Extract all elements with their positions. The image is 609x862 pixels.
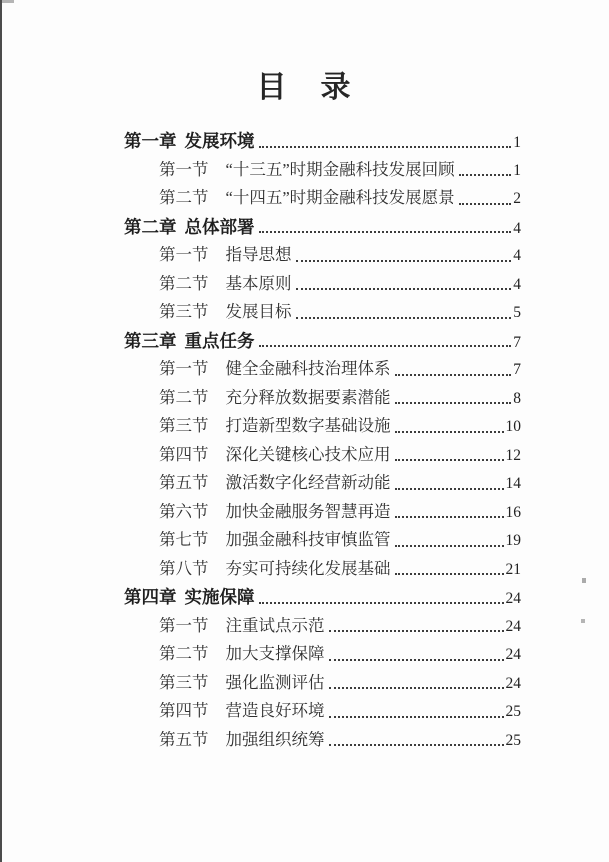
toc-entry-title: 加大支撑保障 [225, 644, 325, 663]
dot-leader [459, 203, 512, 205]
scan-edge-artifact [0, 0, 2, 862]
toc-entry-section [124, 469, 521, 498]
toc-entry-page-number: 2 [513, 190, 521, 207]
toc-entry-number: 第四节 [159, 444, 209, 464]
dot-leader [395, 545, 504, 547]
toc-entry-title: 实施保障 [184, 587, 255, 607]
toc-entry-page-number: 14 [505, 475, 521, 492]
toc-entry-section [124, 355, 521, 384]
dot-leader [329, 687, 504, 689]
toc-entry-number: 第三节 [159, 302, 209, 321]
toc-entry-number: 第一节 [159, 359, 209, 378]
toc-entry-page-number: 7 [513, 333, 521, 351]
toc-entry-title: “十三五”时期金融科技发展回顾 [225, 159, 455, 179]
dot-leader [296, 288, 512, 290]
dot-leader [329, 630, 504, 632]
toc-entry-section [124, 384, 521, 413]
toc-entry-section [124, 726, 521, 755]
toc-entry-page-number: 4 [513, 275, 521, 293]
toc-entry-page-number: 21 [505, 560, 521, 578]
toc-entry-title: 加强组织统筹 [225, 729, 325, 749]
toc-entry-section [124, 298, 521, 327]
toc-entry-number: 第四节 [159, 701, 209, 720]
toc-entry-number: 第三章 [124, 330, 177, 351]
dot-leader [259, 231, 512, 233]
dot-leader [259, 345, 512, 347]
toc-entry-number: 第七节 [159, 530, 209, 549]
toc-entry-number: 第二节 [159, 188, 209, 207]
toc-entry-number: 第一节 [159, 159, 209, 179]
toc-entry-title: 指导思想 [225, 245, 292, 264]
table-of-contents [124, 127, 521, 754]
toc-entry-title: 总体部署 [184, 216, 255, 237]
scan-speck-artifact [581, 619, 585, 623]
toc-entry-page-number: 4 [513, 247, 521, 264]
toc-entry-number: 第一节 [159, 245, 209, 264]
dot-leader [329, 659, 504, 661]
dot-leader [259, 602, 504, 604]
dot-leader [395, 402, 512, 404]
toc-entry-title: 激活数字化经营新动能 [225, 473, 391, 492]
dot-leader [296, 260, 512, 262]
scan-smudge-artifact [2, 0, 14, 3]
toc-entry-section [124, 640, 521, 669]
toc-entry-page-number: 8 [513, 389, 521, 407]
toc-entry-page-number: 16 [505, 503, 521, 521]
toc-entry-number: 第五节 [159, 729, 209, 749]
dot-leader [395, 516, 504, 518]
toc-entry-chapter [124, 327, 521, 356]
toc-entry-title: 加快金融服务智慧再造 [225, 501, 391, 521]
toc-entry-section [124, 697, 521, 726]
toc-entry-number: 第一节 [159, 615, 209, 635]
toc-entry-number: 第三节 [159, 416, 209, 435]
toc-entry-page-number: 10 [505, 418, 521, 435]
toc-entry-page-number: 24 [505, 617, 521, 635]
dot-leader [395, 431, 504, 433]
toc-entry-page-number: 5 [513, 304, 521, 321]
toc-entry-title: 健全金融科技治理体系 [225, 359, 391, 378]
dot-leader [395, 459, 504, 461]
dot-leader [329, 744, 504, 746]
toc-entry-page-number: 4 [513, 219, 521, 237]
toc-entry-title: “十四五”时期金融科技发展愿景 [225, 188, 455, 207]
toc-entry-title: 深化关键核心技术应用 [225, 444, 391, 464]
dot-leader [259, 146, 512, 148]
toc-entry-section [124, 555, 521, 584]
toc-entry-page-number: 24 [505, 674, 521, 692]
dot-leader [296, 317, 512, 319]
toc-entry-page-number: 19 [505, 532, 521, 549]
toc-entry-title: 加强金融科技审慎监管 [225, 530, 391, 549]
dot-leader [395, 374, 512, 376]
toc-page-title: 目 录 [256, 71, 353, 104]
toc-entry-page-number: 25 [505, 703, 521, 720]
toc-entry-section [124, 669, 521, 698]
toc-entry-section [124, 526, 521, 555]
toc-entry-page-number: 25 [505, 731, 521, 749]
toc-entry-page-number: 24 [505, 646, 521, 663]
toc-entry-page-number: 12 [505, 446, 521, 464]
dot-leader [459, 174, 512, 176]
toc-entry-section [124, 412, 521, 441]
toc-entry-page-number: 7 [513, 361, 521, 378]
toc-entry-page-number: 1 [513, 161, 521, 179]
toc-entry-chapter [124, 213, 521, 242]
toc-entry-title: 基本原则 [225, 273, 292, 293]
toc-entry-chapter [124, 127, 521, 156]
toc-entry-title: 强化监测评估 [225, 672, 325, 692]
toc-entry-title: 营造良好环境 [225, 701, 325, 720]
toc-entry-title: 充分释放数据要素潜能 [225, 387, 391, 407]
toc-entry-number: 第八节 [159, 558, 209, 578]
toc-entry-number: 第四章 [124, 587, 177, 607]
dot-leader [329, 716, 504, 718]
toc-entry-number: 第三节 [159, 672, 209, 692]
toc-entry-section [124, 441, 521, 470]
toc-entry-title: 发展环境 [184, 131, 255, 151]
scan-speck-artifact [582, 578, 586, 583]
toc-entry-section [124, 270, 521, 299]
toc-entry-number: 第六节 [159, 501, 209, 521]
dot-leader [395, 573, 504, 575]
toc-entry-page-number: 24 [505, 590, 521, 607]
toc-entry-section [124, 156, 521, 185]
toc-entry-number: 第二章 [124, 216, 177, 237]
toc-entry-section [124, 612, 521, 641]
toc-entry-section [124, 498, 521, 527]
toc-entry-title: 夯实可持续化发展基础 [225, 558, 391, 578]
toc-entry-number: 第二节 [159, 644, 209, 663]
toc-entry-section [124, 184, 521, 213]
toc-entry-section [124, 241, 521, 270]
toc-entry-page-number: 1 [513, 134, 521, 151]
toc-entry-chapter [124, 583, 521, 612]
toc-entry-number: 第二节 [159, 387, 209, 407]
toc-entry-title: 重点任务 [184, 330, 255, 351]
toc-entry-title: 发展目标 [225, 302, 292, 321]
toc-entry-number: 第一章 [124, 131, 177, 151]
toc-entry-title: 打造新型数字基础设施 [225, 416, 391, 435]
toc-entry-title: 注重试点示范 [225, 615, 325, 635]
dot-leader [395, 488, 504, 490]
toc-entry-number: 第二节 [159, 273, 209, 293]
toc-entry-number: 第五节 [159, 473, 209, 492]
